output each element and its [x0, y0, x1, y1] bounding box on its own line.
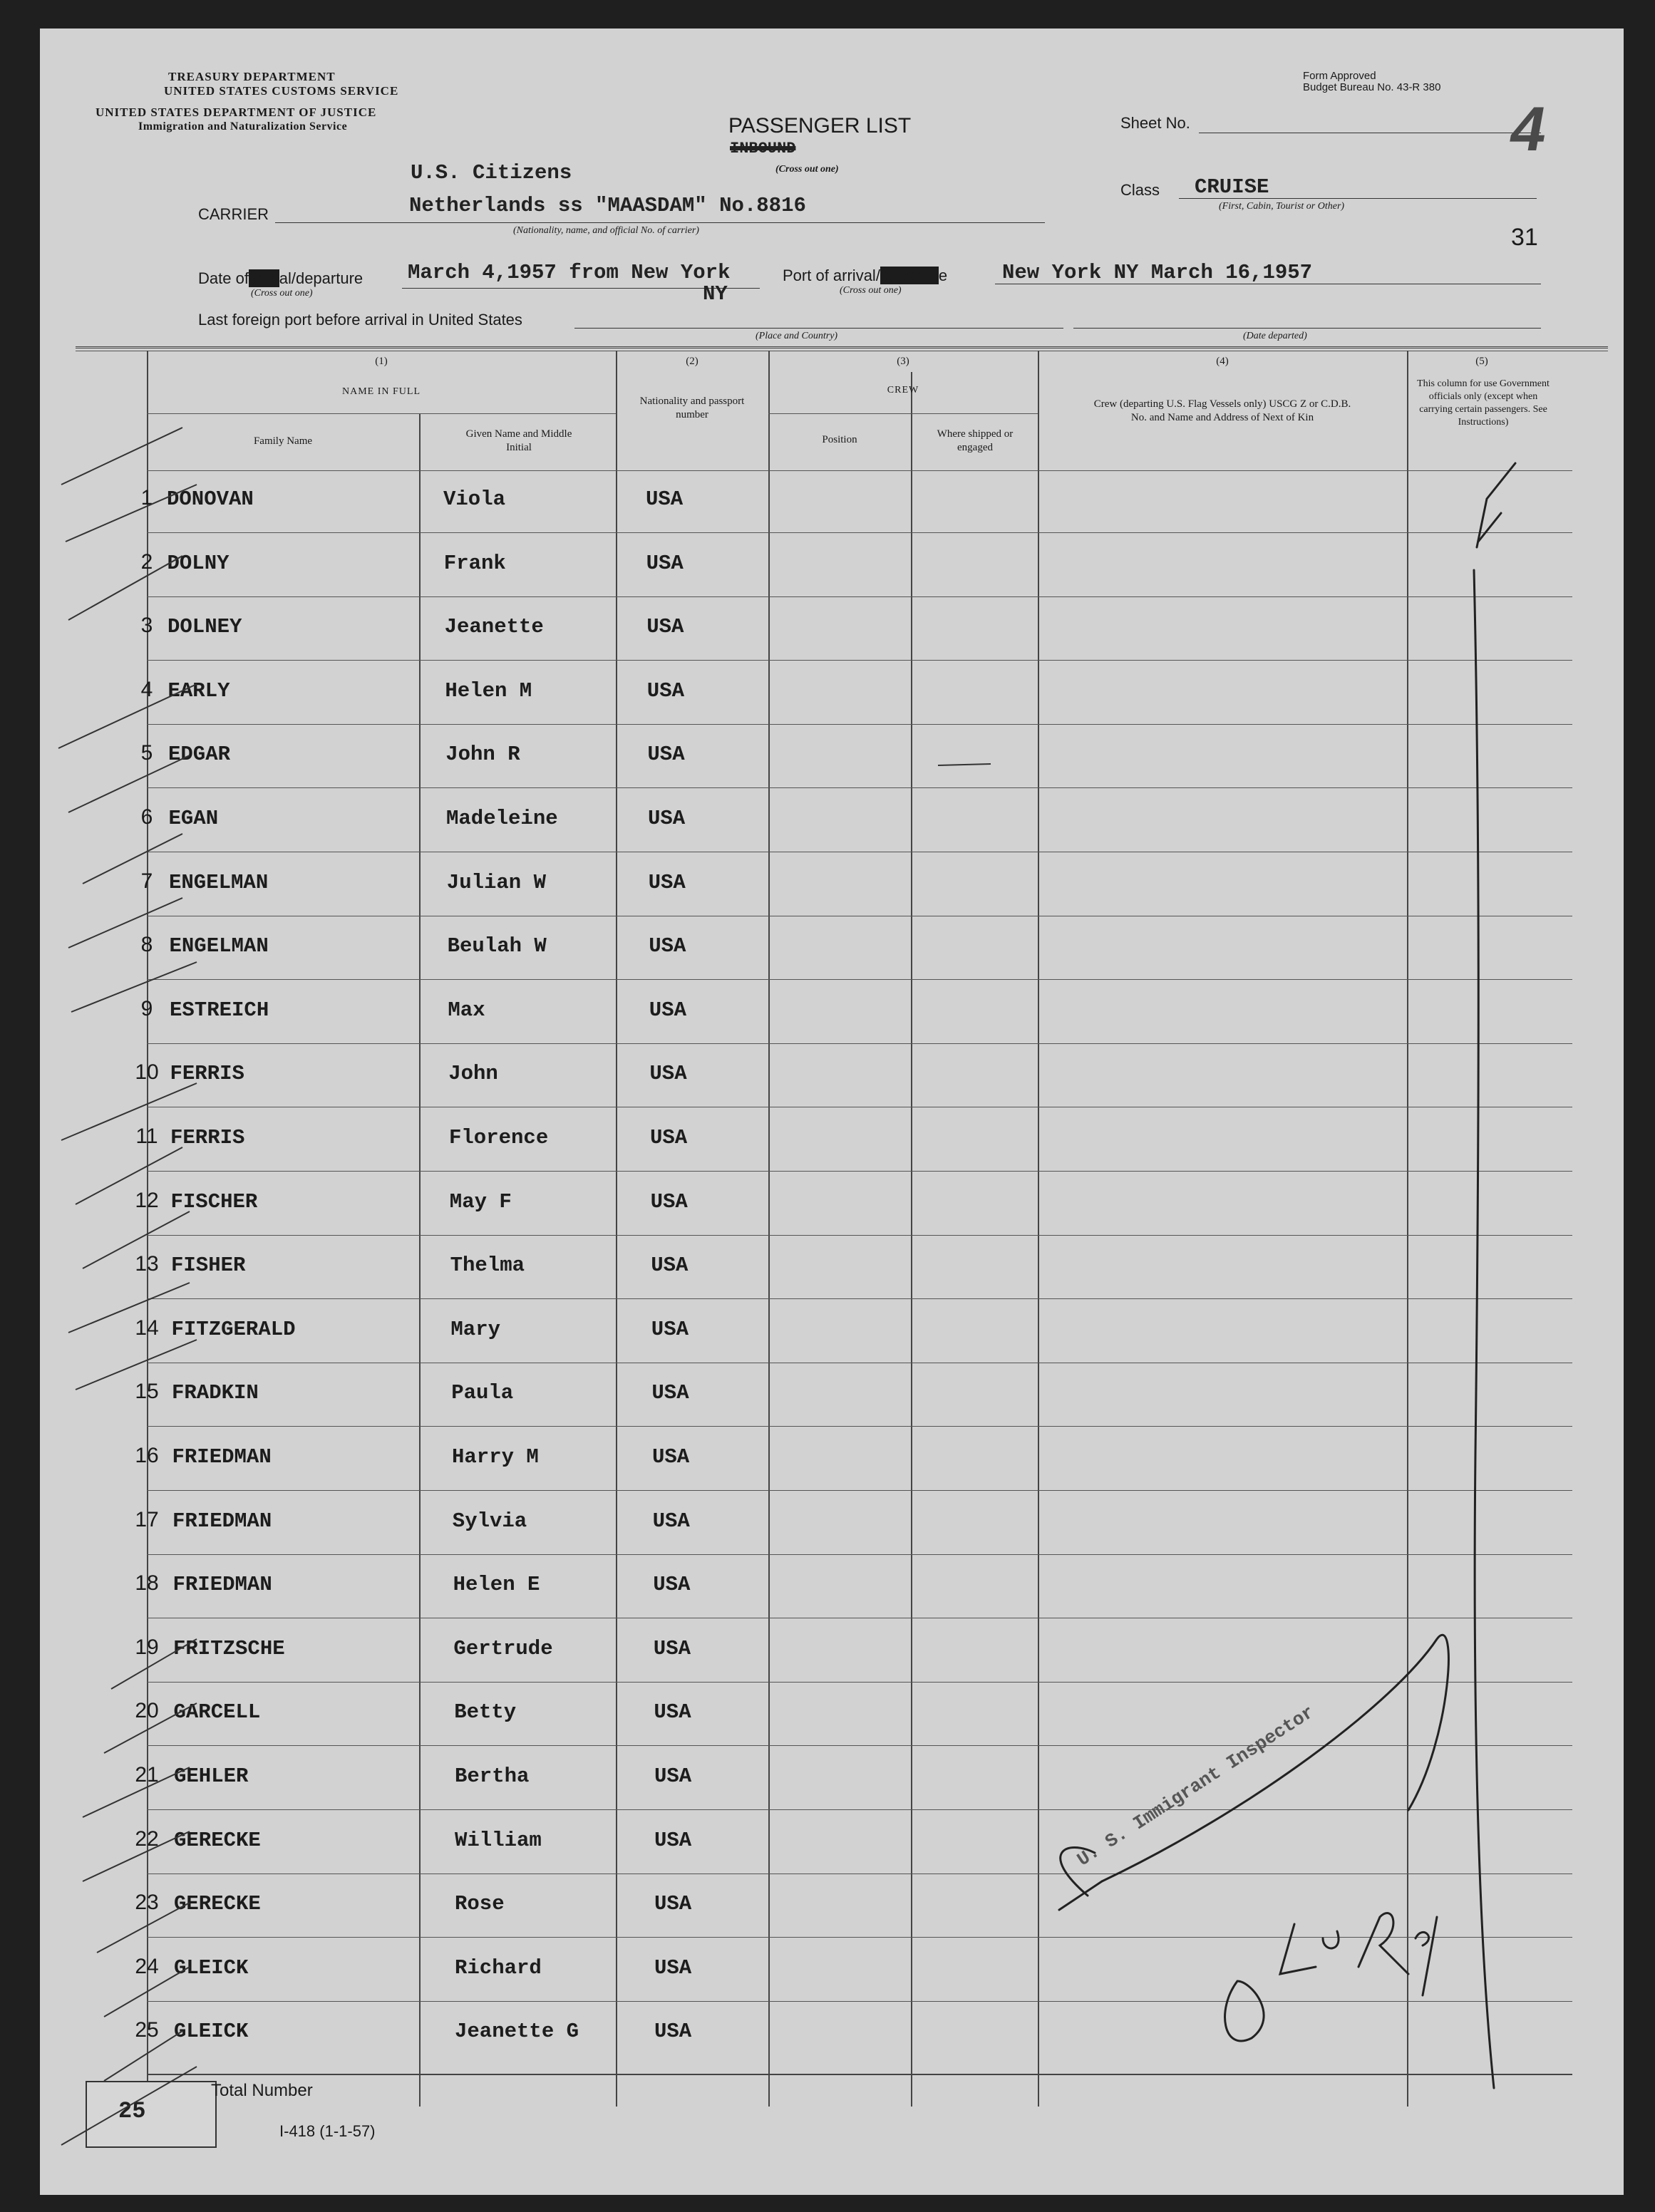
col4-title: Crew (departing U.S. Flag Vessels only) USCG Z or C.D.B. No. and Name and Address of Next of Kin	[1093, 398, 1351, 423]
col3-where: Where shipped or engaged	[937, 428, 1014, 453]
passenger-list-sheet	[40, 29, 1624, 2195]
col1-family: Family Name	[253, 435, 313, 447]
inspector-stamp: U. S. Immigrant Inspector	[1073, 1701, 1319, 1871]
total-label: Total Number	[211, 2081, 313, 2100]
col3-num: (3)	[897, 356, 909, 367]
budget-bureau: Budget Bureau No. 43-R 380	[1303, 81, 1441, 93]
row-number: 20	[135, 1699, 159, 1722]
class-caption: (First, Cabin, Tourist or Other)	[1219, 201, 1345, 212]
form-title-crossed: INBOUND	[730, 140, 796, 157]
family-name: FITZGERALD	[171, 1318, 296, 1341]
date-value-line2: NY	[703, 282, 728, 306]
given-name: Sylvia	[452, 1509, 527, 1533]
family-name: ENGELMAN	[169, 871, 269, 894]
given-name: Frank	[443, 552, 506, 575]
annotation-marks	[40, 29, 1624, 2195]
nationality: USA	[649, 998, 687, 1022]
family-name: FISCHER	[170, 1190, 258, 1214]
nationality: USA	[646, 679, 685, 703]
row-number: 21	[135, 1763, 159, 1787]
date-departed-caption: (Date departed)	[1243, 331, 1307, 341]
class-value: CRUISE	[1195, 175, 1269, 199]
row-number: 15	[135, 1380, 159, 1403]
row-number: 14	[135, 1316, 159, 1340]
date-label-prefix: Date of	[198, 269, 249, 287]
family-name: FRITZSCHE	[173, 1637, 285, 1660]
family-name: FRIEDMAN	[172, 1445, 272, 1469]
class-label: Class	[1120, 181, 1160, 199]
nationality: USA	[654, 1829, 692, 1852]
form-title: PASSENGER LIST	[728, 114, 912, 138]
row-number: 18	[135, 1571, 159, 1595]
nationality: USA	[647, 743, 685, 766]
given-name: John R	[445, 743, 520, 766]
given-name: Harry M	[452, 1445, 539, 1469]
port-caption: (Cross out one)	[840, 285, 902, 296]
nationality: USA	[649, 934, 686, 958]
dept-treasury: TREASURY DEPARTMENT	[168, 70, 336, 83]
given-name: Paula	[451, 1381, 514, 1405]
nationality: USA	[651, 1318, 689, 1341]
nationality: USA	[648, 871, 686, 894]
given-name: Beulah W	[447, 934, 547, 958]
col2-title: Nationality and passport number	[639, 396, 745, 420]
row-number: 6	[140, 805, 153, 829]
cross-out-caption: (Cross out one)	[775, 164, 839, 175]
nationality: USA	[654, 1892, 692, 1916]
row-number: 22	[135, 1827, 159, 1851]
dept-ins: Immigration and Naturalization Service	[138, 120, 348, 133]
nationality: USA	[652, 1509, 690, 1533]
family-name: GLEICK	[174, 1956, 249, 1980]
date-value: March 4,1957 from New York	[408, 261, 731, 284]
col3-title: CREW	[887, 385, 919, 396]
family-name: DOLNEY	[167, 615, 242, 639]
given-name: John	[448, 1062, 498, 1085]
family-name: EDGAR	[168, 743, 231, 766]
port-label-prefix: Port of arrival/	[783, 267, 880, 284]
nationality: USA	[650, 1126, 688, 1149]
row-number: 10	[135, 1060, 159, 1084]
family-name: FRADKIN	[172, 1381, 259, 1405]
row-number: 12	[135, 1189, 159, 1212]
family-name: GLEICK	[174, 2020, 249, 2043]
col4-num: (4)	[1216, 356, 1229, 367]
family-name: FERRIS	[170, 1126, 245, 1149]
row-number: 16	[135, 1444, 159, 1467]
page-number: 31	[1511, 224, 1538, 251]
row-number: 25	[135, 2018, 159, 2042]
last-port-label: Last foreign port before arrival in United States	[198, 311, 522, 329]
family-name: ENGELMAN	[169, 934, 269, 958]
nationality: USA	[651, 1381, 689, 1405]
sheet-number: 4	[1505, 93, 1552, 164]
row-number: 24	[135, 1955, 159, 1978]
row-number: 5	[140, 741, 153, 765]
nationality: USA	[654, 1700, 691, 1724]
col2-num: (2)	[686, 356, 698, 367]
given-name: Helen E	[453, 1573, 540, 1596]
given-name: Jeanette G	[455, 2020, 579, 2043]
nationality: USA	[653, 1637, 691, 1660]
nationality: USA	[650, 1190, 688, 1214]
given-name: Mary	[450, 1318, 501, 1341]
given-name: Florence	[449, 1126, 549, 1149]
col1-given: Given Name and Middle Initial	[465, 428, 572, 453]
row-number: 11	[135, 1125, 158, 1148]
given-name: Thelma	[450, 1254, 525, 1277]
dept-customs: UNITED STATES CUSTOMS SERVICE	[164, 84, 399, 98]
given-name: Julian W	[446, 871, 547, 894]
date-caption: (Cross out one)	[251, 288, 313, 299]
given-name: William	[455, 1829, 542, 1852]
given-name: Richard	[455, 1956, 542, 1980]
col5-title: This column for use Government officials only (except when carrying certain passengers. See Instructions)	[1417, 378, 1550, 428]
nationality: USA	[651, 1254, 689, 1277]
given-name: Bertha	[455, 1764, 530, 1788]
family-name: GARCELL	[173, 1700, 261, 1724]
given-name: Rose	[455, 1892, 505, 1916]
row-number: 23	[135, 1891, 159, 1914]
family-name: DONOVAN	[167, 487, 254, 511]
given-name: Jeanette	[444, 615, 544, 639]
row-number: 8	[140, 933, 153, 956]
given-name: May F	[449, 1190, 512, 1214]
carrier-caption: (Nationality, name, and official No. of carrier)	[513, 225, 699, 236]
row-number: 7	[140, 869, 153, 893]
nationality: USA	[654, 1764, 692, 1788]
family-name: FRIEDMAN	[172, 1509, 272, 1533]
nationality: USA	[652, 1445, 690, 1469]
family-name: GEHLER	[174, 1764, 249, 1788]
inspector-flourish	[1102, 1635, 1448, 1881]
date-label-suffix: al/departure	[279, 269, 364, 287]
family-name: FRIEDMAN	[172, 1573, 272, 1596]
dept-justice: UNITED STATES DEPARTMENT OF JUSTICE	[96, 105, 377, 119]
carrier-value: Netherlands ss "MAASDAM" No.8816	[409, 194, 806, 217]
row-number: 17	[135, 1508, 159, 1531]
col5-num: (5)	[1475, 356, 1488, 367]
place-caption: (Place and Country)	[756, 331, 838, 341]
nationality: USA	[649, 1062, 687, 1085]
total-value: 25	[118, 2098, 146, 2124]
row-number: 3	[140, 614, 153, 637]
form-approved: Form Approved	[1303, 70, 1376, 82]
family-name: GERECKE	[174, 1829, 261, 1852]
sheet-label: Sheet No.	[1120, 114, 1190, 132]
family-name: FISHER	[171, 1254, 246, 1277]
family-name: FERRIS	[170, 1062, 244, 1085]
family-name: DOLNY	[167, 552, 230, 575]
given-name: Madeleine	[446, 807, 558, 830]
row-number: 1	[140, 486, 153, 510]
family-name: EGAN	[168, 807, 219, 830]
row-number: 2	[140, 550, 153, 574]
row-number: 13	[135, 1252, 159, 1276]
given-name: Betty	[454, 1700, 517, 1724]
nationality: USA	[646, 552, 684, 575]
nationality: USA	[654, 1956, 692, 1980]
port-label-suffix: e	[938, 267, 948, 284]
date-label-crossed: arriv	[248, 269, 279, 287]
nationality: USA	[646, 487, 684, 511]
nationality: USA	[654, 2020, 692, 2043]
nationality: USA	[646, 615, 684, 639]
nationality: USA	[653, 1573, 691, 1596]
port-value: New York NY March 16,1957	[1002, 261, 1313, 284]
given-name: Viola	[443, 487, 506, 511]
form-number: I-418 (1-1-57)	[279, 2122, 376, 2140]
row-number: 4	[140, 678, 153, 701]
row-number: 9	[140, 997, 153, 1020]
port-label-crossed: departur	[880, 267, 939, 284]
given-name: Helen M	[445, 679, 532, 703]
nationality: USA	[648, 807, 686, 830]
given-name: Gertrude	[453, 1637, 553, 1660]
citizens-note: U.S. Citizens	[411, 161, 572, 185]
col1-title: NAME IN FULL	[342, 386, 421, 397]
family-name: EARLY	[167, 679, 230, 703]
col1-num: (1)	[375, 356, 388, 367]
carrier-label: CARRIER	[198, 205, 269, 223]
col3-position: Position	[822, 434, 857, 445]
row-number: 19	[135, 1635, 159, 1659]
given-name: Max	[448, 998, 485, 1022]
vertical-tick-line	[1474, 570, 1494, 2088]
family-name: ESTREICH	[170, 998, 269, 1022]
family-name: GERECKE	[174, 1892, 261, 1916]
